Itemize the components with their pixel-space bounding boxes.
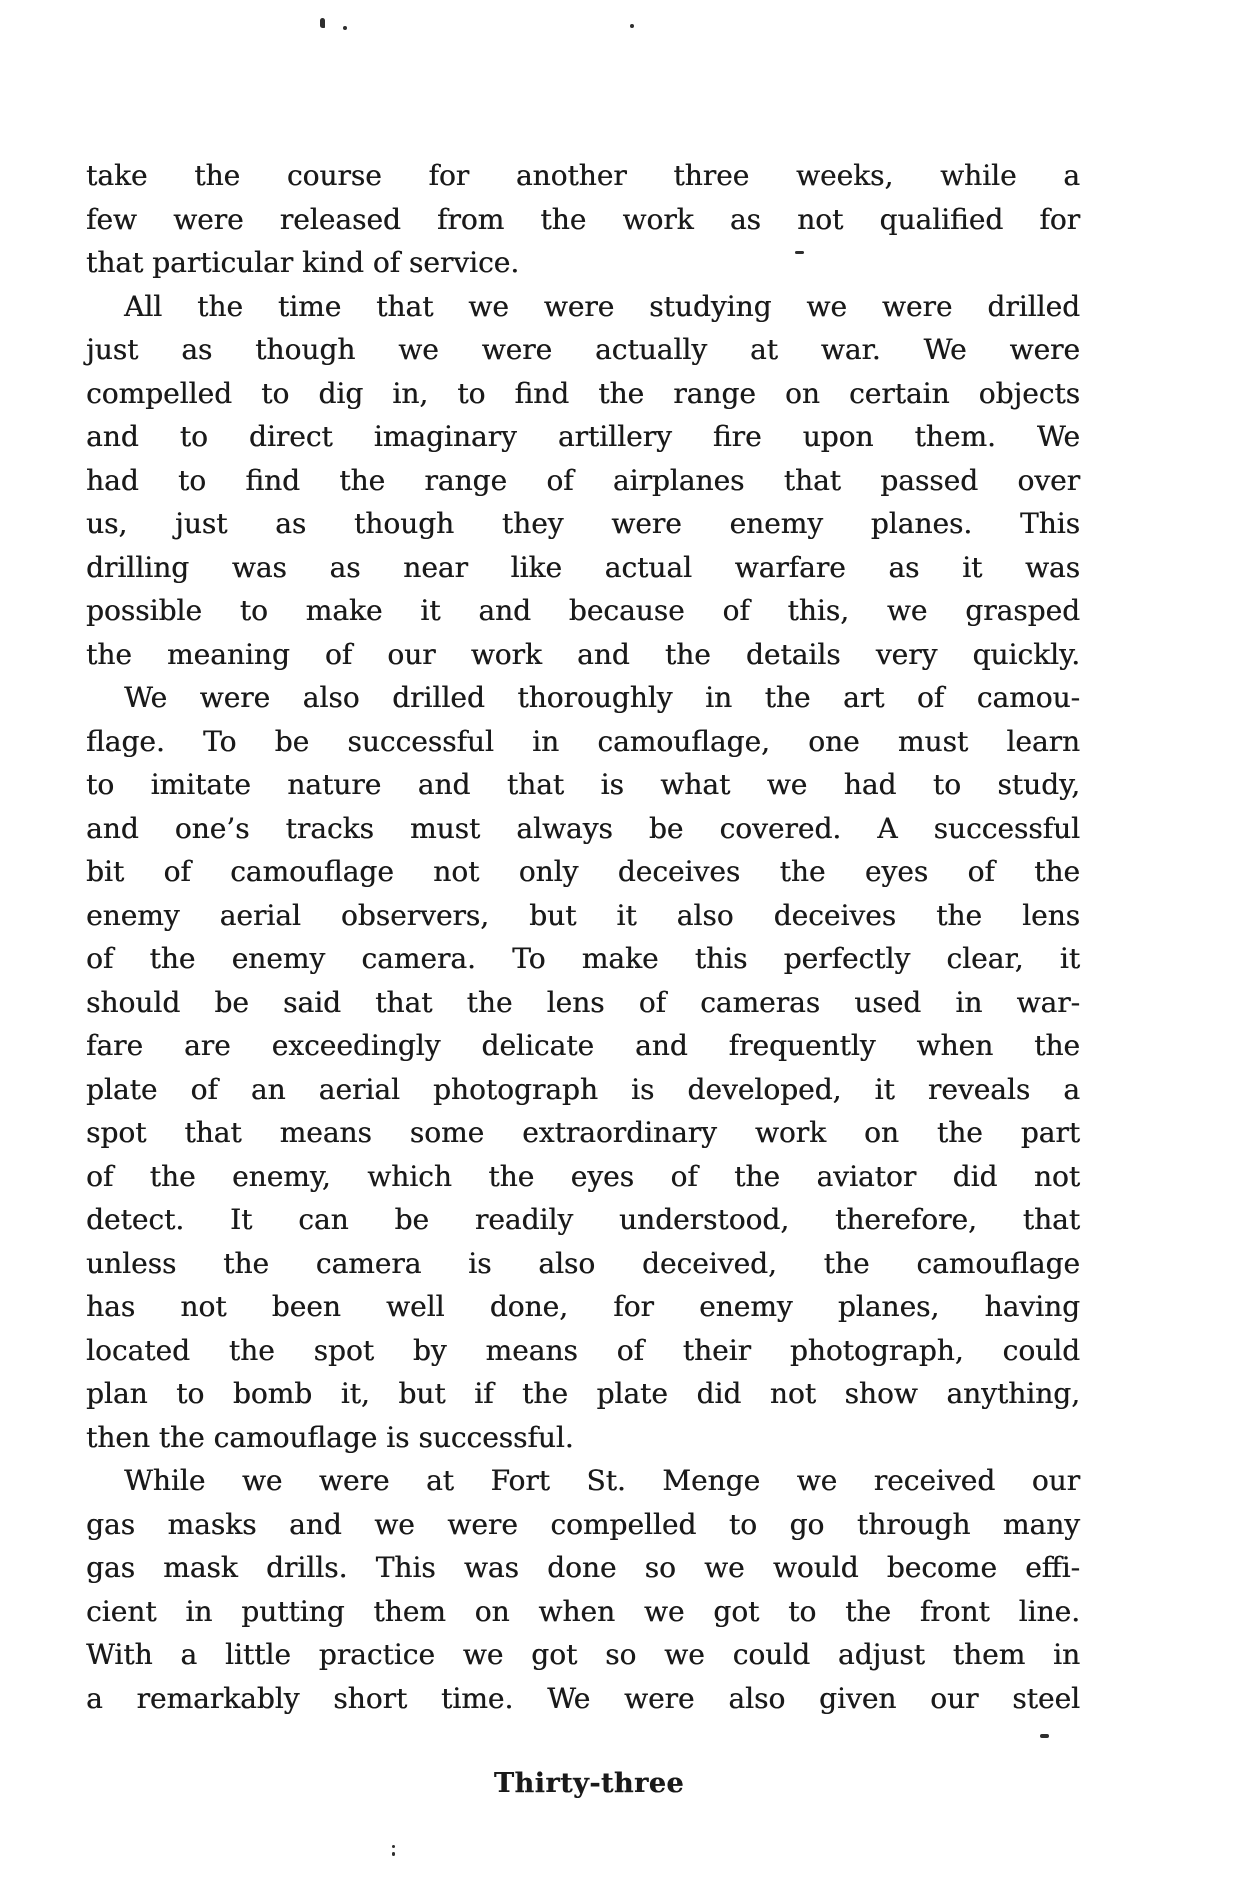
text-line: spot that means some extraordinary work on the part: [86, 1116, 1080, 1149]
text-line: us, just as though they were enemy planes. This: [86, 507, 1080, 540]
text-line: has not been well done, for enemy planes, having: [86, 1290, 1080, 1323]
text-line: compelled to dig in, to find the range on certain objects: [86, 376, 1080, 410]
text-line: plan to bomb it, but if the plate did not show anything,: [86, 1377, 1080, 1410]
text-block: [86, 154, 1080, 1720]
text-line: had to find the range of airplanes that passed over: [86, 463, 1080, 497]
text-line: of the enemy, which the eyes of the aviator did not: [86, 1159, 1080, 1193]
scan-speck: [343, 26, 347, 30]
scan-speck: [392, 1852, 395, 1856]
text-line: drilling was as near like actual warfare as it was: [86, 550, 1080, 584]
text-line: of the enemy camera. To make this perfectly clear, it: [86, 942, 1080, 975]
text-line: a remarkably short time. We were also given our steel: [86, 1681, 1080, 1715]
scan-speck: [392, 1845, 395, 1848]
text-line: and to direct imaginary artillery fire upon them. We: [86, 420, 1080, 453]
text-line: plate of an aerial photograph is developed, it reveals a: [86, 1072, 1080, 1106]
text-line: that particular kind of service.: [86, 246, 520, 279]
text-line: fare are exceedingly delicate and frequently when the: [86, 1029, 1080, 1062]
text-line: then the camouflage is successful.: [86, 1420, 574, 1454]
text-line: few were released from the work as not qualified for: [86, 202, 1080, 236]
text-line: unless the camera is also deceived, the camouflage: [86, 1246, 1080, 1280]
text-line: All the time that we were studying we were drilled: [124, 289, 1080, 323]
text-line: We were also drilled thoroughly in the art of camou-: [124, 681, 1080, 714]
scan-speck: [630, 24, 634, 28]
page-number: Thirty-three: [493, 1768, 685, 1799]
text-line: flage. To be successful in camouflage, one must learn: [86, 724, 1080, 758]
text-line: detect. It can be readily understood, therefore, that: [86, 1203, 1080, 1236]
text-line: take the course for another three weeks, while a: [86, 159, 1080, 192]
text-line: the meaning of our work and the details very quickly.: [86, 637, 1080, 671]
text-line: enemy aerial observers, but it also deceives the lens: [86, 898, 1080, 932]
text-line: bit of camouflage not only deceives the eyes of the: [86, 855, 1080, 888]
text-line: located the spot by means of their photograph, could: [86, 1333, 1080, 1367]
text-line: to imitate nature and that is what we had to study,: [86, 768, 1080, 801]
text-line: possible to make it and because of this, we grasped: [86, 594, 1080, 627]
text-line: gas masks and we were compelled to go through many: [86, 1507, 1080, 1541]
text-line: should be said that the lens of cameras used in war-: [86, 985, 1080, 1019]
text-line: gas mask drills. This was done so we would become effi-: [86, 1551, 1080, 1584]
text-line: While we were at Fort St. Menge we received our: [124, 1464, 1080, 1497]
text-line: cient in putting them on when we got to the front line.: [86, 1594, 1080, 1628]
text-line: and one’s tracks must always be covered. A successful: [86, 811, 1080, 845]
scan-speck: [1040, 1734, 1049, 1738]
scan-speck: [795, 251, 804, 254]
text-line: With a little practice we got so we could adjust them in: [86, 1638, 1080, 1671]
scan-speck: [320, 18, 325, 28]
text-line: just as though we were actually at war. We were: [86, 333, 1080, 366]
